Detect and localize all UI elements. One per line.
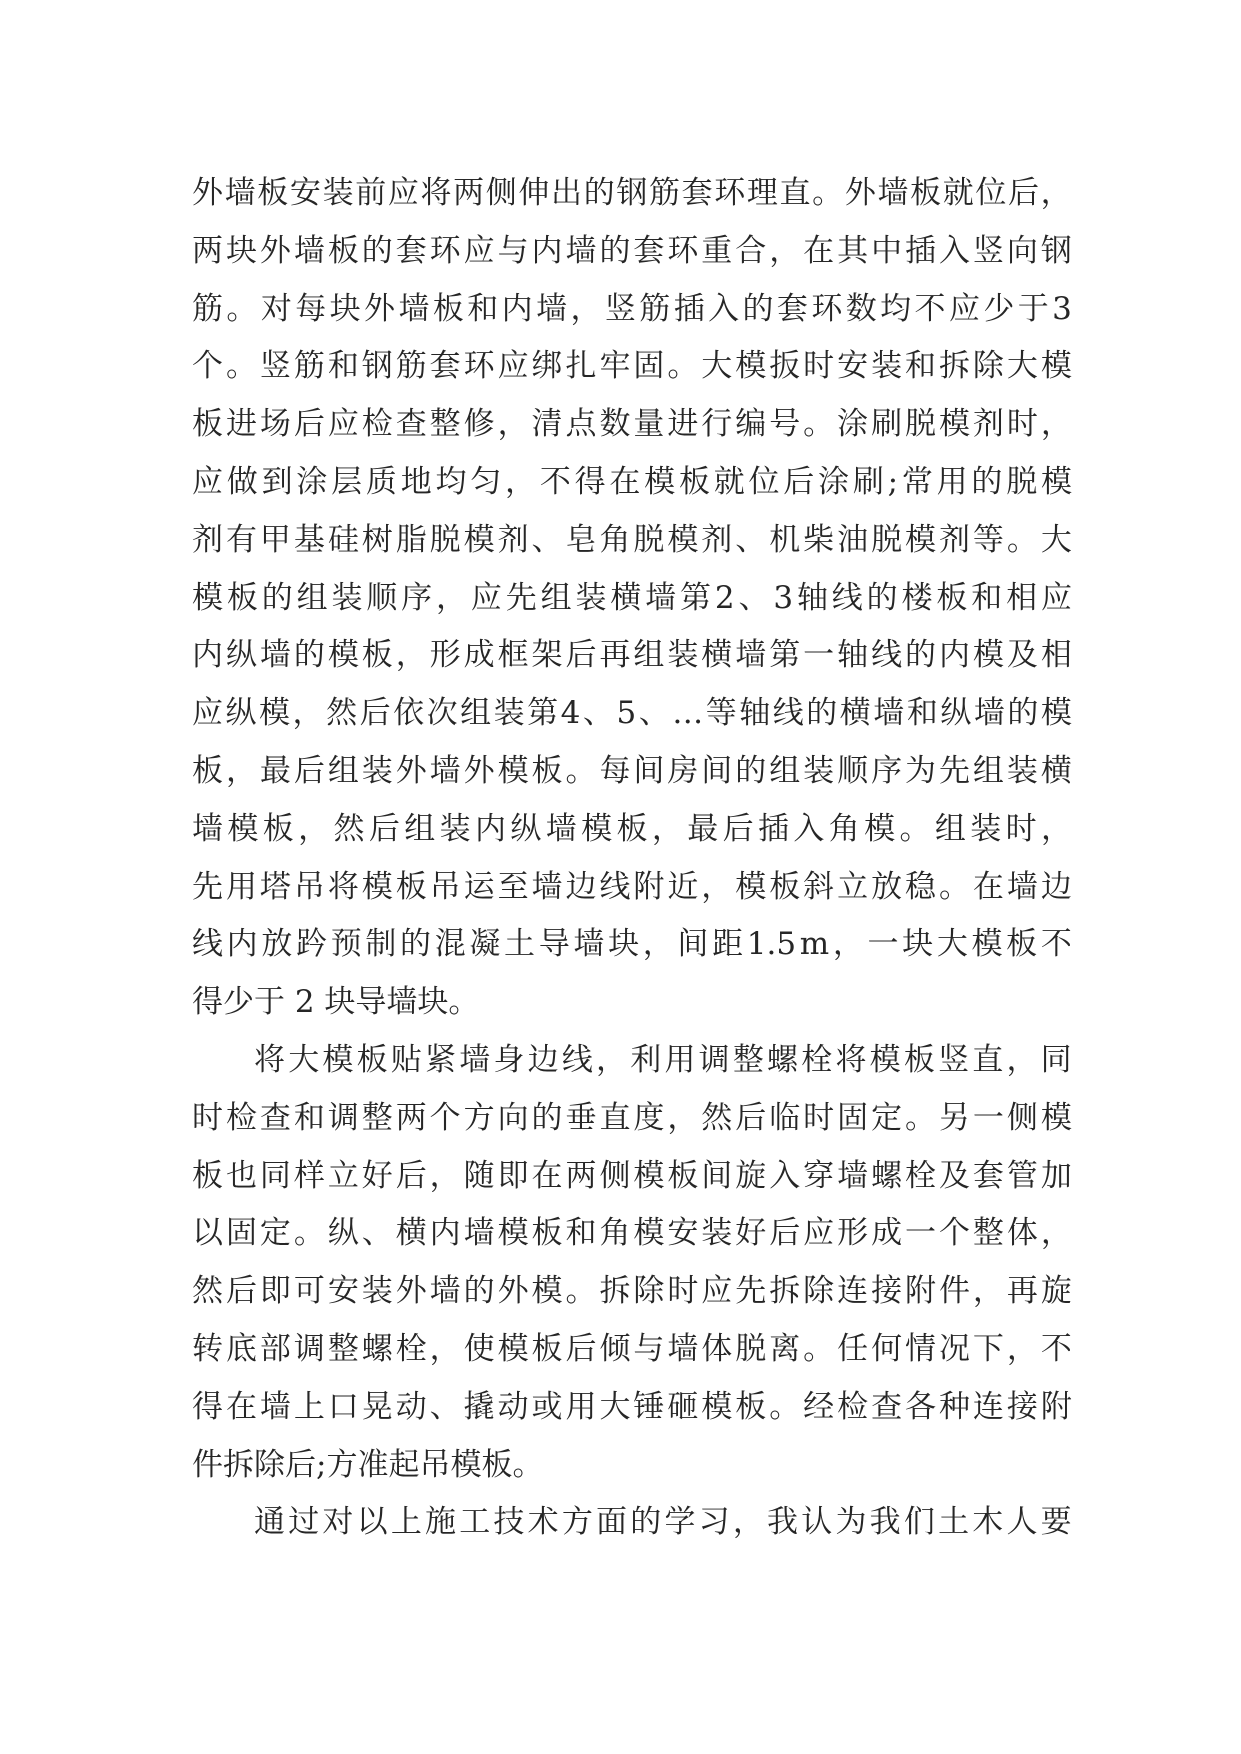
text-line: 应 纵 模 ， 然 后 依 次 组 装 第 4 、 5 、 … 等 轴 线 的 横 墙 和 纵 墙 的 模 (192, 695, 1072, 732)
text-line: 通 过 对 以 上 施 工 技 术 方 面 的 学 习 ， 我 认 为 我 们 土 木 人 要 (254, 1504, 1072, 1541)
text-line: 板 也 同 样 立 好 后 ， 随 即 在 两 侧 模 板 间 旋 入 穿 墙 螺 栓 及 套 管 加 (192, 1157, 1072, 1194)
text-line: 以 固 定 。 纵 、 横 内 墙 模 板 和 角 模 安 装 好 后 应 形 成 一 个 整 体 ， (192, 1215, 1072, 1252)
text-line: 线 内 放 趻 预 制 的 混 凝 土 导 墙 块 ， 间 距 1.5 m ， 一 块 大 模 板 不 (192, 926, 1072, 963)
text-line: 板 ， 最 后 组 装 外 墙 外 模 板 。 每 间 房 间 的 组 装 顺 序 为 先 组 装 横 (192, 752, 1072, 789)
text-line: 件拆除后;方准起吊模板。 (192, 1446, 544, 1483)
text-line: 先 用 塔 吊 将 模 板 吊 运 至 墙 边 线 附 近 ， 模 板 斜 立 放 稳 。 在 墙 边 (192, 868, 1072, 905)
text-line: 剂 有 甲 基 硅 树 脂 脱 模 剂 、 皂 角 脱 模 剂 、 机 柴 油 脱 模 剂 等 。 大 (192, 521, 1072, 558)
text-line: 墙 模 板 ， 然 后 组 装 内 纵 墙 模 板 ， 最 后 插 入 角 模 。 组 装 时 ， (192, 810, 1072, 847)
text-line: 然 后 即 可 安 装 外 墙 的 外 模 。 拆 除 时 应 先 拆 除 连 接 附 件 ， 再 旋 (192, 1273, 1072, 1310)
text-line: 个 。 竖 筋 和 钢 筋 套 环 应 绑 扎 牢 固 。 大 模 扳 时 安 装 和 拆 除 大 模 (192, 348, 1072, 385)
text-line: 板 进 场 后 应 检 查 整 修 ， 清 点 数 量 进 行 编 号 。 涂 刷 脱 模 剂 时 ， (192, 406, 1072, 443)
body-text (192, 165, 1072, 1552)
text-line: 得 在 墙 上 口 晃 动 、 撬 动 或 用 大 锤 砸 模 板 。 经 检 查 各 种 连 接 附 (192, 1388, 1072, 1425)
text-line: 转 底 部 调 整 螺 栓 ， 使 模 板 后 倾 与 墙 体 脱 离 。 任 何 情 况 下 ， 不 (192, 1330, 1072, 1367)
text-line: 模 板 的 组 装 顺 序 ， 应 先 组 装 横 墙 第 2 、 3 轴 线 的 楼 板 和 相 应 (192, 579, 1072, 616)
text-line: 得少于 2 块导墙块。 (192, 984, 480, 1021)
text-line: 筋 。 对 每 块 外 墙 板 和 内 墙 ， 竖 筋 插 入 的 套 环 数 均 不 应 少 于 3 (192, 290, 1072, 327)
text-line: 时 检 查 和 调 整 两 个 方 向 的 垂 直 度 ， 然 后 临 时 固 定 。 另 一 侧 模 (192, 1099, 1072, 1136)
text-line: 应 做 到 涂 层 质 地 均 匀 ， 不 得 在 模 板 就 位 后 涂 刷 ; 常 用 的 脱 模 (192, 463, 1072, 500)
text-line: 内 纵 墙 的 模 板 ， 形 成 框 架 后 再 组 装 横 墙 第 一 轴 线 的 内 模 及 相 (192, 637, 1072, 674)
text-line: 将 大 模 板 贴 紧 墙 身 边 线 ， 利 用 调 整 螺 栓 将 模 板 竖 直 ， 同 (254, 1041, 1072, 1078)
text-line: 外 墙 板 安 装 前 应 将 两 侧 伸 出 的 钢 筋 套 环 理 直 。 外 墙 板 就 位 后 ， (192, 175, 1072, 211)
text-line: 两 块 外 墙 板 的 套 环 应 与 内 墙 的 套 环 重 合 ， 在 其 中 插 入 竖 向 钢 (192, 232, 1072, 269)
